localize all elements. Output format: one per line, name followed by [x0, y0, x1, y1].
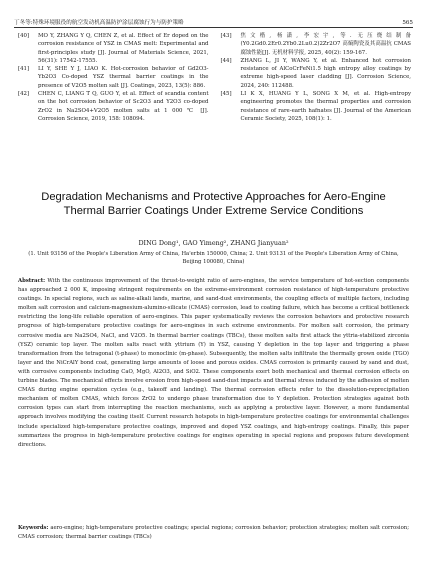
reference-text: ZHANG L, JI Y, WANG Y, et al. Enhanced hot corrosion resistance of AlCoCrFeNi1.5 high entropy alloy coatings by extreme high-speed laser cladding [J]. Corrosion Science, 2024, 240: 112488. [240, 57, 411, 89]
reference-text: 焦文楷, 杨潇, 李宏宇, 等. 无压烧结制备 (Y0.2Gd0.2Er0.2Yb0.2Lu0.2)2Zr2O7 高熵陶瓷及其高温抗 CMAS 腐蚀性能[J]. 无机材料学报, 2025, 40(2): 159-167. [240, 33, 411, 56]
reference-number: [41] [18, 66, 30, 73]
abstract-text: With the continuous improvement of the thrust-to-weight ratio of aero-engines, the service temperature of hot-section components has approached 2 000 K, imposing stringent requirements on the extreme-environment corrosion resistance of high-temperature protective coatings. In special regions, such as saline-alkali lands, marine, and sand-dust environments, the coupling effects of multiple factors, including molten salt corrosion and calcium-magnesium-alumino-silicate (CMAS) corrosion, lead to coating failure, which has become a critical bottleneck restricting the long-life reliable operation of aero-engines. This paper systematically reviews the corrosion behaviors and protective research progress of high-temperature protective coatings for aero-engines in such extreme environments. For molten salt corrosion, the primary corrosive media are Na2SO4, NaCl, and V2O5. In thermal barrier coatings (TBCs), these molten salts first attack the yttria-stabilized zirconia (YSZ) ceramic top layer. The molten salts react with yttrium (Y) in YSZ, causing Y depletion in the top layer and triggering a phase transformation from the tetragonal (t-phase) to monoclinic (m-phase). Subsequently, the molten salts infiltrate the thermally grown oxide (TGO) layer and the NiCrAlY bond coat, generating large amounts of loose and porous oxides. CMAS corrosion is primarily caused by sand and dust, with corrosive components including CaO, MgO, Al2O3, and SiO2. These components exert both mechanical and thermal corrosion effects on turbine blades. The mechanical effects involve erosion from high-speed sand-dust impacts and thermal stress induced by the adhesion of molten CMAS during engine operation cycles (e.g., takeoff and landing). The thermal corrosion effects refer to the dissolution-reprecipitation mechanism of molten CMAS, which forces ZrO2 to undergo phase transformation due to Y depletion. Protection strategies against both corrosion types can start from interrupting the reaction mechanisms, such as applying a protective layer. However, a more fundamental approach involves modifying the coating itself. Current research hotspots in high-temperature protective coatings for environmental challenges include specialized high-temperature protective coatings, improved and doped YSZ coatings, and high-entropy coatings. Finally, this paper summarizes the progress in high-temperature protective coatings for engines operating in special regions and proposes future development directions. [18, 278, 410, 448]
reference-text: CHEN C, LIANG T Q, GUO Y, et al. Effect of scandia content on the hot corrosion behavior of Sc2O3 and Y2O3 co-doped ZrO2 in Na2SO4+V2O5 molten salts at 1 000 ℃ [J]. Corrosion Science, 2019, 158: 108094. [38, 91, 209, 122]
running-head [14, 14, 413, 26]
affiliation: (1. Unit 93156 of the People's Liberation Army of China, Ha'erbin 150000, China; 2. Unit 93131 of the People's Liberation Army of China, Beijing 100080, China) [28, 251, 399, 265]
reference-text: MO Y, ZHANG Y Q, CHEN Z, et al. Effect of Er doped on the corrosion resistance of YSZ in CMAS melt: Experimental and first-principles study [J]. Journal of Materials Science, 2021, 56(31): 17542-17555. [38, 33, 209, 64]
abstract-block [18, 277, 409, 450]
reference-item [18, 32, 209, 65]
reference-text: LI Y, SHE Y J, LIAO K. Hot-corrosion behavior of Gd2O3-Yb2O3 Co-doped YSZ thermal barrier coatings in the presence of V2O5 molten salt [J]. Coatings, 2023, 13(5): 886. [38, 66, 209, 89]
reference-text: LI K X, HUANG Y L, SONG X M, et al. High-entropy engineering promotes the thermal properties and corrosion resistance of rare-earth hafnates [J]. Journal of the American Ceramic Society, 2025, 108(1): 1. [240, 91, 411, 122]
references-left-column [18, 32, 209, 182]
references-section [18, 32, 411, 182]
reference-item [18, 65, 209, 90]
references-right-column [221, 32, 412, 182]
english-title: Degradation Mechanisms and Protective Approaches for Aero-Engine Thermal Barrier Coatings Under Extreme Service Conditions [41, 191, 386, 217]
running-head-title: 丁冬等:特殊环境服役的航空发动机高温防护涂层腐蚀行为与防护策略 [14, 20, 184, 26]
reference-number: [44] [220, 57, 232, 64]
header-rule [14, 27, 413, 28]
reference-number: [45] [220, 91, 232, 98]
abstract-label: Abstract: [18, 278, 46, 284]
reference-number: [43] [220, 33, 232, 39]
keywords-label: Keywords: [18, 525, 49, 531]
page-number: 565 [402, 20, 413, 26]
reference-item [221, 32, 412, 57]
reference-number: [40] [18, 33, 30, 39]
reference-item [221, 57, 412, 90]
reference-number: [42] [18, 91, 30, 98]
reference-item [221, 90, 412, 123]
author-list: DING Dong¹, GAO Yimeng², ZHANG Jianyuan² [138, 239, 289, 247]
reference-item [18, 90, 209, 123]
keywords-block [18, 524, 409, 542]
keywords-text: aero-engine; high-temperature protective coatings; special regions; corrosion behavior; protection strategies; molten salt corrosion; CMAS corrosion; thermal barrier coatings (TBCs) [18, 525, 409, 541]
